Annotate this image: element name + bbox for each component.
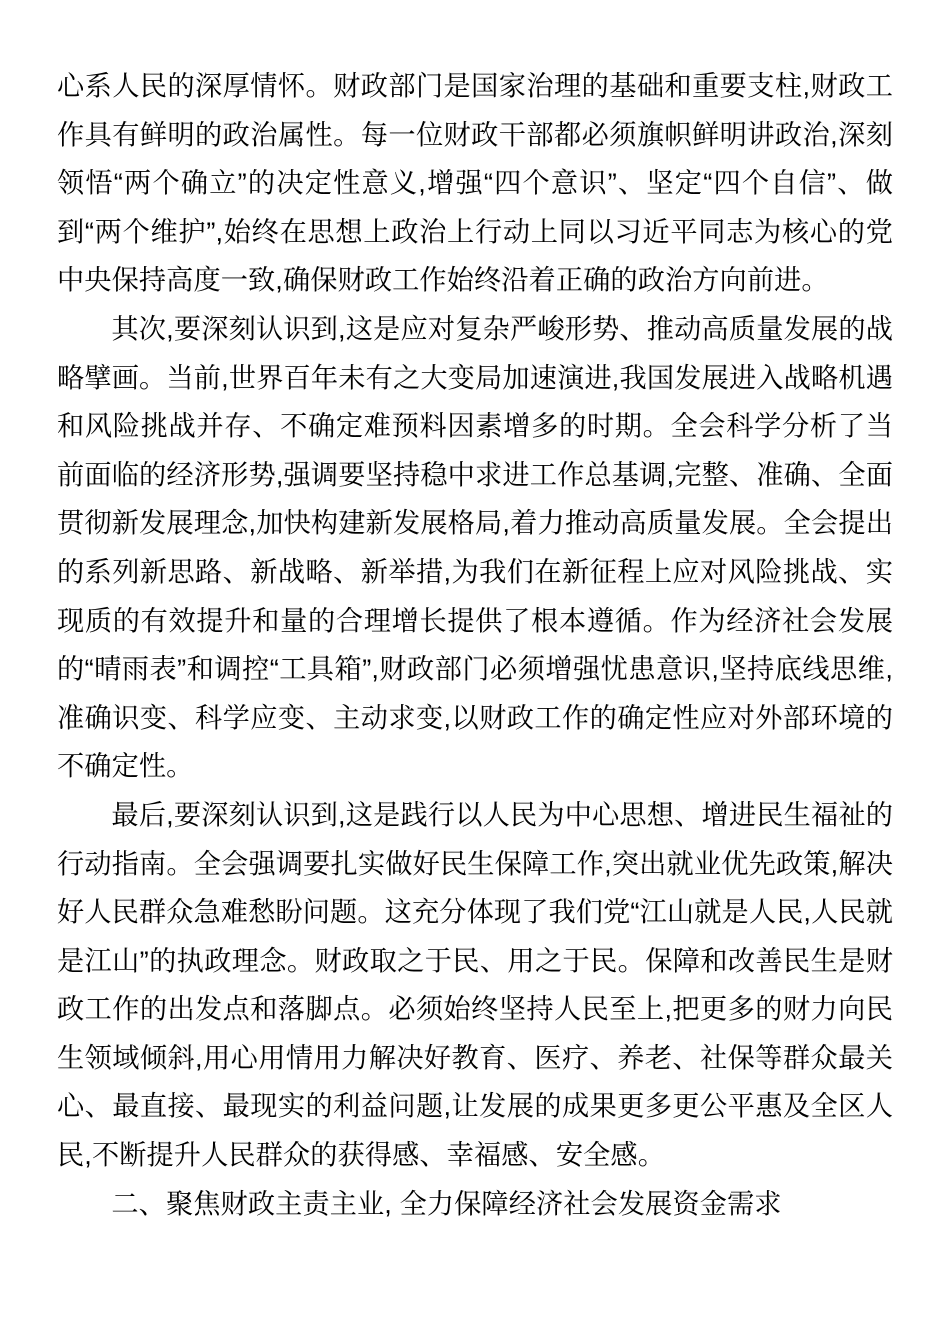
document-body [57, 62, 893, 1228]
body-paragraph-1: 心系人民的深厚情怀。财政部门是国家治理的基础和重要支柱,财政工作具有鲜明的政治属性。每一位财政干部都必须旗帜鲜明讲政治,深刻领悟“两个确立”的决定性意义,增强“四个意识”、坚定“四个自信”、做到“两个维护”,始终在思想上政治上行动上同以习近平同志为核心的党中央保持高度一致,确保财政工作始终沿着正确的政治方向前进。 [57, 70, 893, 296]
section-heading-2: 二、聚焦财政主责主业, 全力保障经济社会发展资金需求 [111, 1187, 782, 1219]
body-paragraph-3: 最后,要深刻认识到,这是践行以人民为中心思想、增进民生福祉的行动指南。全会强调要扎实做好民生保障工作,突出就业优先政策,解决好人民群众急难愁盼问题。这充分体现了我们党“江山就是人民,人民就是江山”的执政理念。财政取之于民、用之于民。保障和改善民生是财政工作的出发点和落脚点。必须始终坚持人民至上,把更多的财力向民生领域倾斜,用心用情用力解决好教育、医疗、养老、社保等群众最关心、最直接、最现实的利益问题,让发展的成果更多更公平惠及全区人民,不断提升人民群众的获得感、幸福感、安全感。 [57, 798, 893, 1171]
body-paragraph-2: 其次,要深刻认识到,这是应对复杂严峻形势、推动高质量发展的战略擘画。当前,世界百年未有之大变局加速演进,我国发展进入战略机遇和风险挑战并存、不确定难预料因素增多的时期。全会科学分析了当前面临的经济形势,强调要坚持稳中求进工作总基调,完整、准确、全面贯彻新发展理念,加快构建新发展格局,着力推动高质量发展。全会提出的系列新思路、新战略、新举措,为我们在新征程上应对风险挑战、实现质的有效提升和量的合理增长提供了根本遵循。作为经济社会发展的“晴雨表”和调控“工具箱”,财政部门必须增强忧患意识,坚持底线思维,准确识变、科学应变、主动求变,以财政工作的确定性应对外部环境的不确定性。 [57, 312, 893, 782]
